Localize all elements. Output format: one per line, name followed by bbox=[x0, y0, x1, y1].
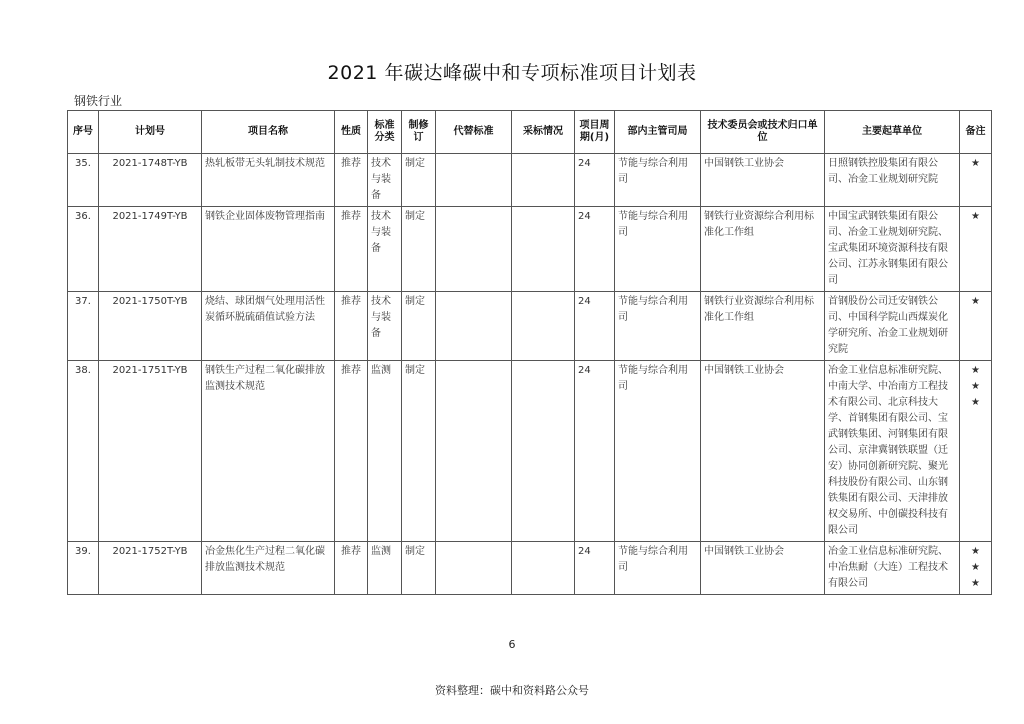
cell-note: ★ ★ ★ bbox=[960, 542, 992, 595]
cell-no: 36. bbox=[68, 207, 99, 292]
cell-category: 技术与装备 bbox=[368, 292, 402, 361]
cell-no: 39. bbox=[68, 542, 99, 595]
cell-replace bbox=[436, 361, 512, 542]
header-period: 项目周期(月) bbox=[575, 111, 615, 154]
table-row bbox=[68, 154, 992, 207]
cell-committee: 钢铁行业资源综合利用标准化工作组 bbox=[701, 207, 825, 292]
header-replace: 代替标准 bbox=[436, 111, 512, 154]
header-plan: 计划号 bbox=[99, 111, 202, 154]
cell-revision: 制定 bbox=[402, 292, 436, 361]
cell-category: 技术与装备 bbox=[368, 154, 402, 207]
cell-committee: 中国钢铁工业协会 bbox=[701, 542, 825, 595]
cell-category: 技术与装备 bbox=[368, 207, 402, 292]
header-name: 项目名称 bbox=[202, 111, 335, 154]
cell-adopt bbox=[512, 154, 575, 207]
cell-category: 监测 bbox=[368, 361, 402, 542]
cell-nature: 推荐 bbox=[335, 292, 368, 361]
cell-note: ★ ★ ★ bbox=[960, 361, 992, 542]
cell-replace bbox=[436, 207, 512, 292]
header-adopt: 采标情况 bbox=[512, 111, 575, 154]
cell-adopt bbox=[512, 292, 575, 361]
cell-drafters: 冶金工业信息标准研究院、中冶焦耐（大连）工程技术有限公司 bbox=[825, 542, 960, 595]
cell-dept: 节能与综合利用司 bbox=[615, 542, 701, 595]
cell-revision: 制定 bbox=[402, 154, 436, 207]
cell-nature: 推荐 bbox=[335, 542, 368, 595]
table-header-row bbox=[68, 111, 992, 154]
cell-revision: 制定 bbox=[402, 542, 436, 595]
section-label: 钢铁行业 bbox=[74, 94, 123, 108]
cell-plan: 2021-1749T-YB bbox=[99, 207, 202, 292]
cell-period: 24 bbox=[575, 292, 615, 361]
cell-no: 38. bbox=[68, 361, 99, 542]
header-committee: 技术委员会或技术归口单位 bbox=[701, 111, 825, 154]
cell-name: 钢铁企业固体废物管理指南 bbox=[202, 207, 335, 292]
cell-committee: 中国钢铁工业协会 bbox=[701, 361, 825, 542]
header-dept: 部内主管司局 bbox=[615, 111, 701, 154]
cell-nature: 推荐 bbox=[335, 361, 368, 542]
cell-name: 热轧板带无头轧制技术规范 bbox=[202, 154, 335, 207]
cell-category: 监测 bbox=[368, 542, 402, 595]
cell-nature: 推荐 bbox=[335, 207, 368, 292]
cell-adopt bbox=[512, 361, 575, 542]
cell-dept: 节能与综合利用司 bbox=[615, 154, 701, 207]
cell-revision: 制定 bbox=[402, 207, 436, 292]
header-no: 序号 bbox=[68, 111, 99, 154]
cell-dept: 节能与综合利用司 bbox=[615, 292, 701, 361]
cell-replace bbox=[436, 292, 512, 361]
plan-table bbox=[67, 110, 992, 595]
cell-no: 35. bbox=[68, 154, 99, 207]
cell-revision: 制定 bbox=[402, 361, 436, 542]
cell-committee: 中国钢铁工业协会 bbox=[701, 154, 825, 207]
header-nature: 性质 bbox=[335, 111, 368, 154]
cell-adopt bbox=[512, 542, 575, 595]
cell-drafters: 首钢股份公司迁安钢铁公司、中国科学院山西煤炭化学研究所、冶金工业规划研究院 bbox=[825, 292, 960, 361]
footer-credit: 资料整理：碳中和资料路公众号 bbox=[435, 684, 589, 697]
cell-period: 24 bbox=[575, 154, 615, 207]
cell-note: ★ bbox=[960, 292, 992, 361]
cell-note: ★ bbox=[960, 154, 992, 207]
cell-name: 冶金焦化生产过程二氧化碳排放监测技术规范 bbox=[202, 542, 335, 595]
cell-period: 24 bbox=[575, 542, 615, 595]
cell-replace bbox=[436, 154, 512, 207]
page-title: 2021 年碳达峰碳中和专项标准项目计划表 bbox=[327, 62, 697, 84]
table-row bbox=[68, 292, 992, 361]
cell-dept: 节能与综合利用司 bbox=[615, 361, 701, 542]
header-note: 备注 bbox=[960, 111, 992, 154]
page-number: 6 bbox=[508, 638, 516, 651]
header-category: 标准分类 bbox=[368, 111, 402, 154]
cell-committee: 钢铁行业资源综合利用标准化工作组 bbox=[701, 292, 825, 361]
table-row bbox=[68, 542, 992, 595]
cell-period: 24 bbox=[575, 207, 615, 292]
table-row bbox=[68, 361, 992, 542]
cell-name: 烧结、球团烟气处理用活性炭循环脱硫硝值试验方法 bbox=[202, 292, 335, 361]
cell-drafters: 冶金工业信息标准研究院、中南大学、中冶南方工程技术有限公司、北京科技大学、首钢集团有限公司、宝武钢铁集团、河钢集团有限公司、京津冀钢铁联盟（迁安）协同创新研究院、聚光科技股份有限公司、山东钢铁集团有限公司、天津排放权交易所、中创碳投科技有限公司 bbox=[825, 361, 960, 542]
cell-drafters: 日照钢铁控股集团有限公司、冶金工业规划研究院 bbox=[825, 154, 960, 207]
cell-name: 钢铁生产过程二氧化碳排放监测技术规范 bbox=[202, 361, 335, 542]
cell-drafters: 中国宝武钢铁集团有限公司、冶金工业规划研究院、宝武集团环境资源科技有限公司、江苏永钢集团有限公司 bbox=[825, 207, 960, 292]
header-revision: 制修订 bbox=[402, 111, 436, 154]
cell-adopt bbox=[512, 207, 575, 292]
cell-dept: 节能与综合利用司 bbox=[615, 207, 701, 292]
cell-note: ★ bbox=[960, 207, 992, 292]
cell-plan: 2021-1752T-YB bbox=[99, 542, 202, 595]
cell-nature: 推荐 bbox=[335, 154, 368, 207]
cell-no: 37. bbox=[68, 292, 99, 361]
cell-replace bbox=[436, 542, 512, 595]
cell-plan: 2021-1751T-YB bbox=[99, 361, 202, 542]
table-row bbox=[68, 207, 992, 292]
cell-plan: 2021-1748T-YB bbox=[99, 154, 202, 207]
header-drafters: 主要起草单位 bbox=[825, 111, 960, 154]
cell-period: 24 bbox=[575, 361, 615, 542]
cell-plan: 2021-1750T-YB bbox=[99, 292, 202, 361]
